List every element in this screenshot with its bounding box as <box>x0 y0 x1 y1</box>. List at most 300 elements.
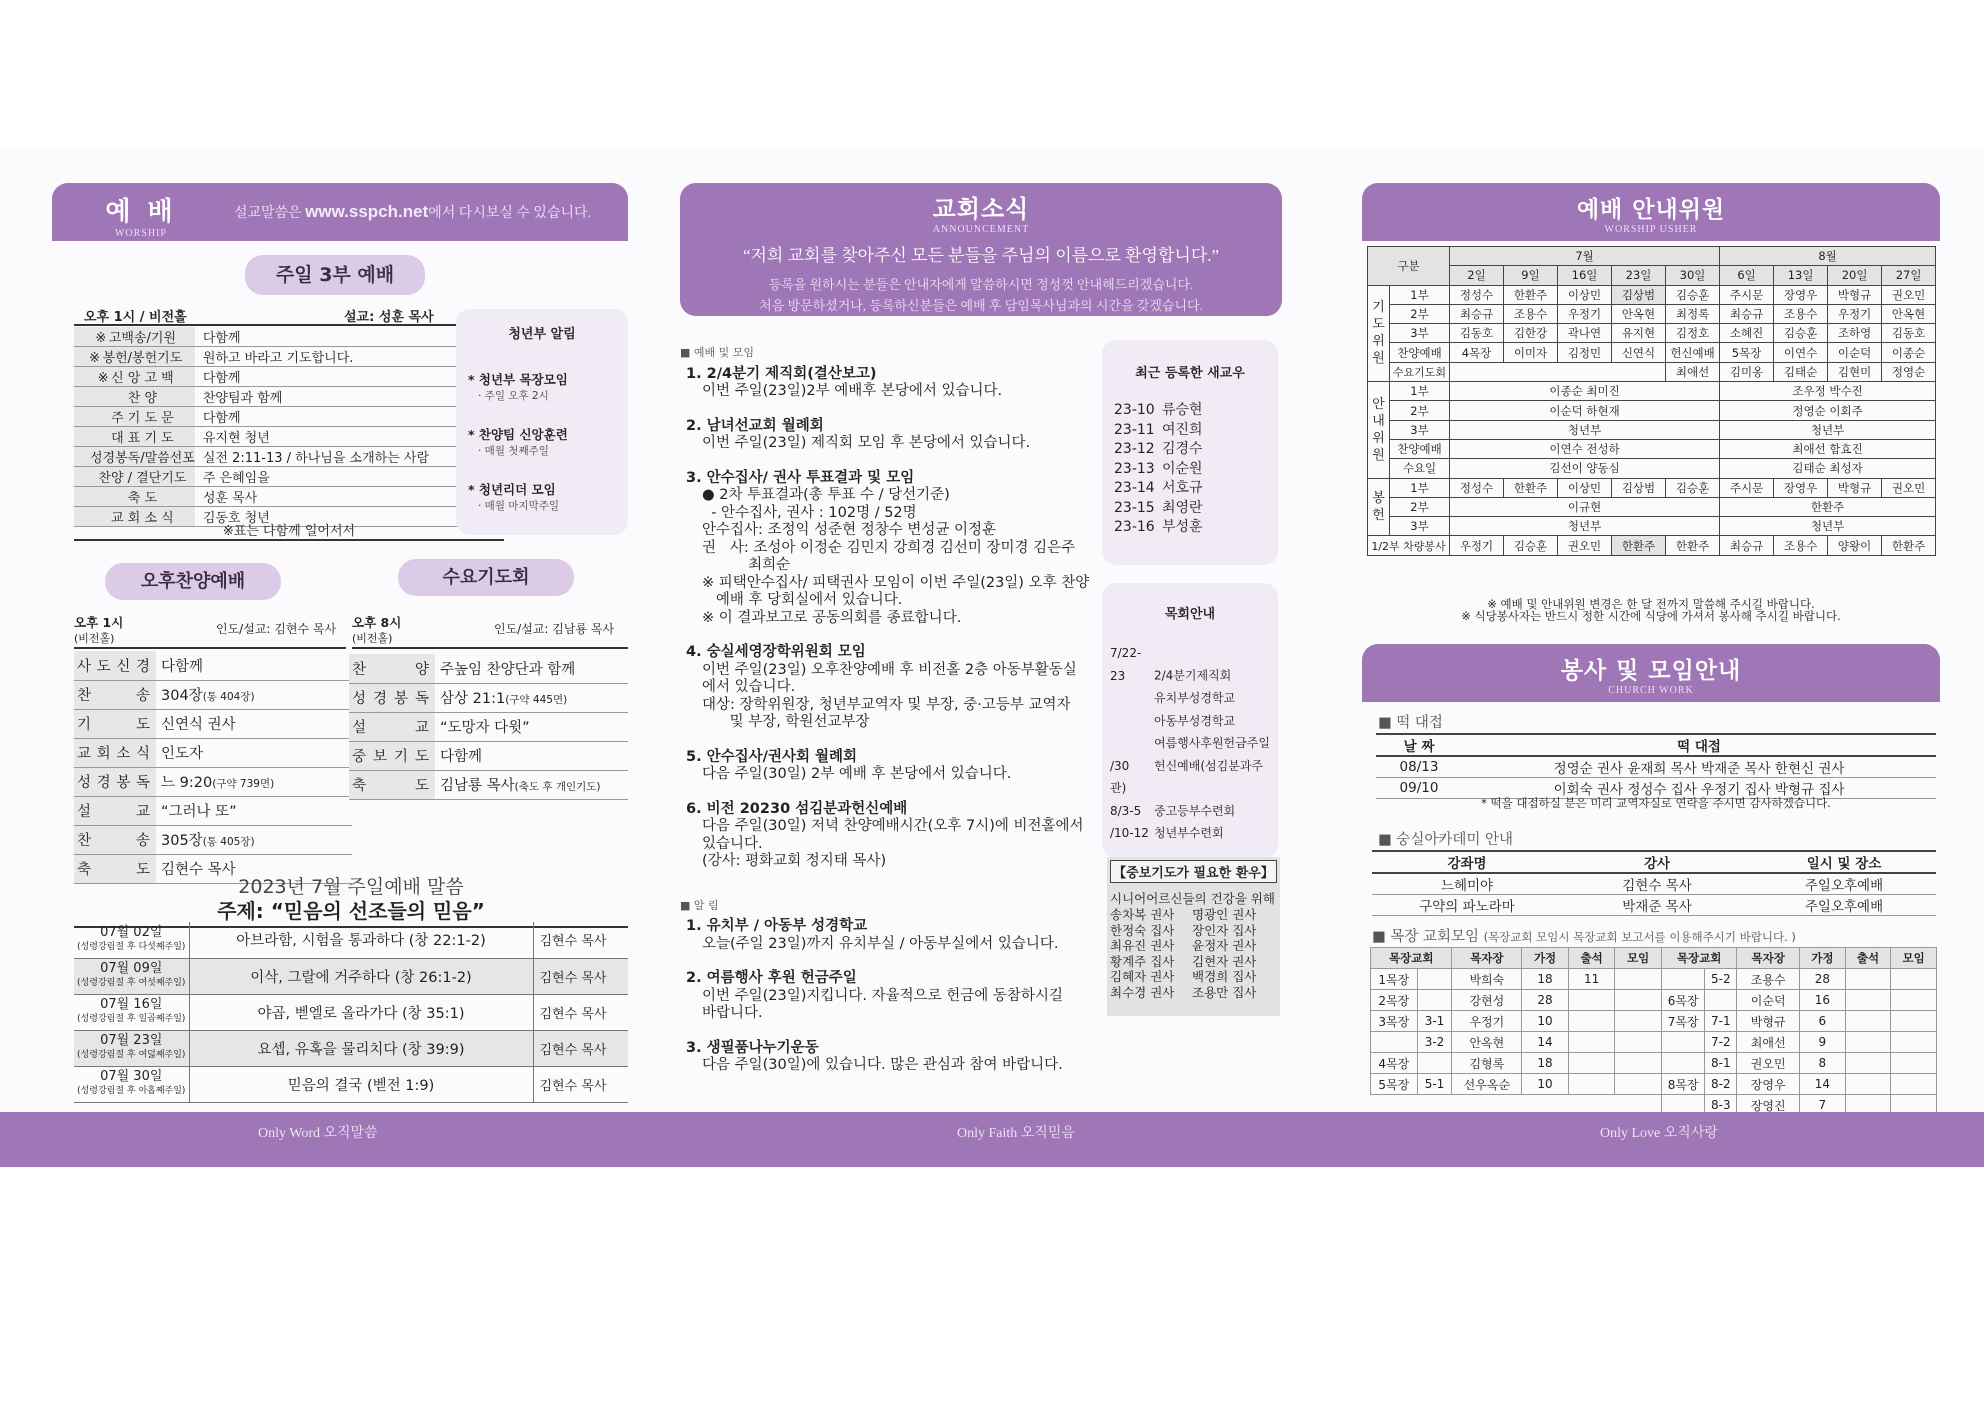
usher-cell: 3부 <box>1390 324 1450 343</box>
mokjang-cell <box>1705 990 1737 1011</box>
sermon-title: 아브라함, 시험을 통과하다 (창 22:1-2) <box>189 922 533 958</box>
announcement-head: 1. 2/4분기 제직회(결산보고) <box>686 365 877 382</box>
youth-item-head: * 청년리더 모임 <box>468 482 556 497</box>
usher-row <box>1368 343 1936 362</box>
youth-item <box>468 425 628 458</box>
pastoral-item <box>1110 687 1278 710</box>
pastoral-item <box>1110 755 1278 800</box>
mokjang-cell: 10 <box>1522 1011 1569 1032</box>
prayer-name: 최유진 권사 <box>1110 938 1175 953</box>
sermon-date: 07월 16일 <box>100 997 163 1012</box>
order-row <box>349 770 628 799</box>
newcomer-no: 23-10 <box>1114 402 1155 418</box>
mokjang-cell <box>1662 1053 1705 1074</box>
announcement-line: 바랍니다. <box>702 1005 763 1021</box>
mokjang-row <box>1662 1074 1937 1095</box>
usher-cell: 구분 <box>1368 247 1450 286</box>
order-key: 교 회 소 식 <box>111 511 174 526</box>
order-label: 찬 양 <box>349 654 435 683</box>
usher-cell: 박형규 <box>1828 478 1882 497</box>
newcomer-name: 여진희 <box>1162 421 1203 438</box>
announcement-line: ※ 이 결과보고로 공동의회를 종료합니다. <box>702 609 962 626</box>
sermon-date: 07월 30일 <box>100 1069 163 1084</box>
prayer-box <box>1107 857 1280 1016</box>
announcement-line: 다음 주일(30일)에 있습니다. 많은 관심과 참여 바랍니다. <box>702 1057 1063 1073</box>
usher-cell: 청년부 <box>1450 420 1720 439</box>
academy-row <box>1372 873 1936 895</box>
order-value: 다함께 <box>195 407 504 427</box>
mokjang-cell <box>1662 1032 1705 1053</box>
newcomer-no: 23-13 <box>1114 460 1155 477</box>
mokjang-cell: 3-1 <box>1417 1011 1452 1032</box>
usher-row <box>1368 439 1936 458</box>
usher-cell: 16일 <box>1558 266 1612 285</box>
mokjang-cell: 8-3 <box>1705 1095 1737 1116</box>
usher-cell: 안옥현 <box>1612 304 1666 323</box>
order-row <box>74 709 352 738</box>
usher-cell: 최애선 함효진 <box>1720 439 1936 458</box>
academy-title: ■ 숭실아카데미 안내 <box>1378 832 1513 848</box>
prayer-intro: 시니어어르신들의 건강을 위해 <box>1110 891 1275 906</box>
announcement-line: 안수집사: 조정익 성준현 정창수 변성균 이정훈 <box>702 522 997 538</box>
pastoral-title: 목회안내 <box>1164 607 1216 622</box>
usher-cell: 1부 <box>1390 382 1450 401</box>
usher-cell: 우정기 <box>1558 304 1612 323</box>
order-row <box>74 427 504 447</box>
usher-cell: 주시문 <box>1720 285 1774 304</box>
order-label <box>74 367 195 387</box>
usher-cell: 찬양예배 <box>1390 439 1450 458</box>
announcement-head: 3. 생필품나누기운동 <box>686 1039 819 1056</box>
newcomers-box <box>1102 340 1278 565</box>
pastoral-item <box>1110 732 1278 755</box>
newcomer-name: 류승현 <box>1162 402 1203 418</box>
pastoral-box <box>1102 583 1278 858</box>
order-label: 설 교 <box>74 796 156 825</box>
announcement-head: 1. 유치부 / 아동부 성경학교 <box>686 918 868 934</box>
mokjang-cell <box>1615 1074 1662 1095</box>
order-value: 실전 2:11-13 / 하나님을 소개하는 사람 <box>195 447 504 467</box>
youth-item <box>468 370 628 403</box>
order-row <box>74 796 352 825</box>
mokjang-cell <box>1417 990 1452 1011</box>
usher-cell: 장영우 <box>1774 478 1828 497</box>
usher-cell: 헌신예배 <box>1666 343 1720 362</box>
mokjang-cell <box>1568 990 1615 1011</box>
announcement-line: 다음 주일(30일) 2부 예배 후 본당에서 있습니다. <box>702 766 1012 782</box>
newcomer <box>1114 518 1278 538</box>
order-value: 다함께 <box>195 367 504 387</box>
newcomer <box>1114 499 1278 519</box>
usher-cell: 김태순 <box>1774 362 1828 381</box>
mokjang-cell: 3목장 <box>1371 1011 1418 1032</box>
service3-preacher: 설교: 성훈 목사 <box>344 310 434 325</box>
youth-item-head: * 찬양팀 신앙훈련 <box>468 427 568 442</box>
order-value: 주높임 찬양단과 함께 <box>435 654 628 683</box>
order-row <box>349 712 628 741</box>
sermon-date: 07월 23일 <box>100 1033 163 1048</box>
sermon-row <box>74 922 628 958</box>
order-row <box>74 738 352 767</box>
usher-cell: 봉헌 <box>1368 478 1390 536</box>
usher-cell: 유지현 <box>1612 324 1666 343</box>
pastoral-text: 여름행사후원헌금주일 <box>1154 736 1270 750</box>
rice-title: ■ 떡 대접 <box>1378 715 1443 731</box>
pastoral-text: 유치부성경학교 <box>1154 691 1236 705</box>
wednesday-title: 수요기도회 <box>398 559 574 596</box>
news-title: 교회소식 <box>932 195 1030 223</box>
mokjang-cell <box>1371 1032 1418 1053</box>
prayer-pair <box>1110 938 1280 954</box>
announcement-head: 2. 남녀선교회 월례회 <box>686 417 824 434</box>
usher-cell: 2부 <box>1390 401 1450 420</box>
sermon-preacher: 김현수 목사 <box>533 994 628 1030</box>
prayer-pair <box>1110 923 1280 939</box>
afternoon-order-table <box>74 651 352 884</box>
order-row <box>74 407 504 427</box>
prayer-pair <box>1110 969 1280 985</box>
worship-subtitle: WORSHIP <box>114 228 167 239</box>
usher-cell: 최정록 <box>1666 304 1720 323</box>
order-row <box>74 367 504 387</box>
mokjang-cell: 5-2 <box>1705 969 1737 990</box>
usher-cell: 4목장 <box>1450 343 1504 362</box>
order-row <box>349 654 628 683</box>
order-label <box>74 487 195 507</box>
mokjang-cell: 이순덕 <box>1737 990 1800 1011</box>
mokjang-cell: 최애선 <box>1737 1032 1800 1053</box>
sermon-row <box>74 1030 628 1066</box>
footer-right: Only Love 오직사랑 <box>1600 1126 1718 1141</box>
order-label: 중 보 기 도 <box>349 741 435 770</box>
order-key: 신 앙 고 백 <box>111 371 174 386</box>
usher-cell: 우정기 <box>1828 304 1882 323</box>
service-banner <box>1362 644 1940 702</box>
mokjang-cell <box>1845 1053 1891 1074</box>
mokjang-row <box>1371 1074 1662 1095</box>
mokjang-cell: 14 <box>1522 1032 1569 1053</box>
usher-cell: 소혜진 <box>1720 324 1774 343</box>
mokjang-row <box>1662 969 1937 990</box>
worship-title: 예 배 <box>105 197 177 227</box>
pastoral-date: /10-12 <box>1110 826 1149 840</box>
order-label: 찬 송 <box>74 825 156 854</box>
newcomer <box>1114 440 1278 460</box>
usher-cell: 김현미 <box>1828 362 1882 381</box>
mokjang-cell: 8 <box>1800 1053 1846 1074</box>
mokjang-cell <box>1568 1053 1615 1074</box>
usher-cell: 1/2부 차량봉사 <box>1368 536 1450 555</box>
service3-title: 주일 3부 예배 <box>245 255 425 295</box>
section-worship-meetings: ■ 예배 및 모임 <box>680 346 755 359</box>
mokjang-cell: 권오민 <box>1737 1053 1800 1074</box>
order-label: 설 교 <box>349 712 435 741</box>
rice-row <box>1376 756 1936 778</box>
stand-mark: ※ <box>97 371 109 386</box>
order-label <box>74 407 195 427</box>
stand-mark: ※ <box>89 351 101 366</box>
usher-cell: 이상민 <box>1558 285 1612 304</box>
usher-cell: 김동호 <box>1882 324 1936 343</box>
announcements <box>680 336 1100 1092</box>
order-label <box>74 327 195 347</box>
prayer-pair <box>1110 907 1280 923</box>
usher-note: ※ 예배 및 안내위원 변경은 한 달 전까지 말씀해 주시길 바랍니다. <box>1487 597 1815 611</box>
usher-cell: 청년부 <box>1450 517 1720 536</box>
mokjang-row <box>1371 990 1662 1011</box>
youth-notice-title: 청년부 알림 <box>508 327 576 342</box>
usher-cell: 김승훈 <box>1774 324 1828 343</box>
usher-cell: 우정기 <box>1450 536 1504 555</box>
usher-cell: 조우정 박수진 <box>1720 382 1936 401</box>
usher-cell: 안내위원 <box>1368 382 1390 478</box>
announcement-item <box>680 749 1100 784</box>
order-value: 느 9:20(구약 739면) <box>156 767 352 796</box>
worship-banner <box>52 183 628 241</box>
order-key: 대 표 기 도 <box>111 431 174 446</box>
prayer-name: 윤정자 권사 <box>1192 938 1257 953</box>
order-row <box>74 680 352 709</box>
mokjang-cell: 28 <box>1522 990 1569 1011</box>
wednesday-order-table <box>349 654 628 800</box>
mokjang-cell: 10 <box>1522 1074 1569 1095</box>
sermon-preacher: 김현수 목사 <box>533 1066 628 1102</box>
usher-cell: 27일 <box>1882 266 1936 285</box>
order-value: 다함께 <box>195 327 504 347</box>
mokjang-head: 가정 <box>1800 948 1846 969</box>
newcomer-no: 23-11 <box>1114 421 1155 438</box>
usher-title: 예배 안내위원 <box>1576 197 1726 223</box>
mokjang-cell <box>1845 1032 1891 1053</box>
prayer-name: 명광인 권사 <box>1192 907 1257 922</box>
sermon-note: (성령강림절 후 여덟째주일) <box>77 1050 186 1060</box>
sermon-date-cell <box>74 994 189 1030</box>
usher-cell: 한환주 <box>1612 536 1666 555</box>
sermon-title: 이삭, 그랄에 거주하다 (창 26:1-2) <box>189 958 533 994</box>
usher-cell: 안옥현 <box>1882 304 1936 323</box>
mokjang-cell: 3-2 <box>1417 1032 1452 1053</box>
order-value: 신연식 권사 <box>156 709 352 738</box>
usher-cell: 김선이 양동심 <box>1450 459 1720 478</box>
usher-cell: 23일 <box>1612 266 1666 285</box>
usher-cell: 권오민 <box>1558 536 1612 555</box>
usher-cell: 곽나연 <box>1558 324 1612 343</box>
mokjang-cell: 7 <box>1800 1095 1846 1116</box>
order-value: 304장(통 404장) <box>156 680 352 709</box>
website-link[interactable]: www.sspch.net <box>305 202 429 221</box>
mokjang-cell <box>1845 990 1891 1011</box>
newcomer-name: 이순원 <box>1162 460 1203 477</box>
newcomer <box>1114 421 1278 441</box>
newcomer-name: 서호규 <box>1162 480 1203 496</box>
mokjang-cell <box>1615 1053 1662 1074</box>
academy-time-place: 주일오후예배 <box>1752 873 1936 895</box>
order-label: 성 경 봉 독 <box>74 767 156 796</box>
usher-cell: 김승훈 <box>1666 285 1720 304</box>
mokjang-cell: 6목장 <box>1662 990 1705 1011</box>
usher-row <box>1368 401 1936 420</box>
order-label: 찬 송 <box>74 680 156 709</box>
mokjang-cell: 조용수 <box>1737 969 1800 990</box>
mokjang-row <box>1662 1011 1937 1032</box>
announcement-line: 권 사: 조성아 이정순 김민지 강희경 김선미 장미경 김은주 <box>702 539 1076 556</box>
mokjang-cell <box>1845 969 1891 990</box>
order-row <box>349 741 628 770</box>
usher-cell: 김한강 <box>1504 324 1558 343</box>
usher-cell: 이연수 전성하 <box>1450 439 1720 458</box>
pastoral-item <box>1110 710 1278 733</box>
usher-cell: 장영우 <box>1774 285 1828 304</box>
announcement-line: ● 2차 투표결과(총 투표 수 / 당선기준) <box>702 487 950 503</box>
mokjang-cell: 5목장 <box>1371 1074 1418 1095</box>
mokjang-cell: 28 <box>1800 969 1846 990</box>
order-label: 축 도 <box>74 854 156 883</box>
announcement-line: 예배 후 당회실에서 있습니다. <box>702 592 903 608</box>
order-label: 교 회 소 식 <box>74 738 156 767</box>
order-row <box>74 487 504 507</box>
mokjang-cell <box>1845 1074 1891 1095</box>
usher-row <box>1368 285 1936 304</box>
sermon-date: 07월 09일 <box>100 961 163 976</box>
announcement-line: 이번 주일(23일) 오후찬양예배 후 비전홀 2층 아동부활동실 <box>702 661 1077 678</box>
usher-cell: 찬양예배 <box>1390 343 1450 362</box>
prayer-name: 황계주 집사 <box>1110 953 1175 969</box>
order-value: 찬양팀과 함께 <box>195 387 504 407</box>
mokjang-cell <box>1662 969 1705 990</box>
usher-cell: 20일 <box>1828 266 1882 285</box>
prayer-name: 최수경 권사 <box>1110 984 1175 1000</box>
order-value: “도망자 다윗” <box>435 712 628 741</box>
mokjang-head: 목자장 <box>1452 948 1522 969</box>
usher-cell: 2부 <box>1390 304 1450 323</box>
newcomer-no: 23-16 <box>1114 519 1155 535</box>
mokjang-cell: 1목장 <box>1371 969 1418 990</box>
mokjang-cell: 8-2 <box>1705 1074 1737 1095</box>
sermon-preacher: 김현수 목사 <box>533 922 628 958</box>
afternoon-title: 오후찬양예배 <box>105 563 281 600</box>
usher-panel <box>1362 183 1940 1113</box>
usher-cell: 1부 <box>1390 478 1450 497</box>
usher-cell: 정성수 <box>1450 285 1504 304</box>
usher-cell: 김승훈 <box>1666 478 1720 497</box>
mokjang-cell <box>1891 969 1937 990</box>
order-label <box>74 347 195 367</box>
order-value: 유지현 청년 <box>195 427 504 447</box>
usher-cell: 양왕이 <box>1828 536 1882 555</box>
sermon-date-cell <box>74 922 189 958</box>
announcement-head: 4. 숭실세영장학위원회 모임 <box>686 644 866 660</box>
sermons-theme: 주제: “믿음의 선조들의 믿음” <box>74 895 628 928</box>
announcement-line: 대상: 장학위원장, 청년부교역자 및 부장, 중·고등부 교역자 <box>702 696 1071 713</box>
usher-cell: 한환주 <box>1882 536 1936 555</box>
welcome-note-2: 처음 방문하셨거나, 등록하신분들은 예배 후 담임목사님과의 시간을 갖겠습니다. <box>759 298 1203 313</box>
usher-cell: 주시문 <box>1720 478 1774 497</box>
academy-course: 구약의 파노라마 <box>1372 895 1562 916</box>
prayer-pair <box>1110 985 1280 1001</box>
academy-table: 강좌명 강사 일시 및 장소 느헤미야 김현수 목사 주일오후예배 구약의 파노라마 박재준 목사 주일오후예배 <box>1372 850 1936 916</box>
usher-cell: 조용수 <box>1504 304 1558 323</box>
usher-cell: 1부 <box>1390 285 1450 304</box>
mokjang-head: 출석 <box>1568 948 1615 969</box>
usher-cell: 이규현 <box>1450 497 1720 516</box>
rice-servers: 정영순 권사 윤재희 목사 박재준 목사 한현신 권사 <box>1462 756 1936 778</box>
mokjang-table-left <box>1370 947 1662 1095</box>
order-key: 축 도 <box>127 491 158 506</box>
mokjang-cell <box>1891 990 1937 1011</box>
mokjang-cell: 안옥현 <box>1452 1032 1522 1053</box>
announcement-item <box>680 366 1100 401</box>
mokjang-cell <box>1568 1011 1615 1032</box>
pastoral-date: /30 <box>1110 758 1130 773</box>
sermon-note: (성령강림절 후 다섯째주일) <box>77 941 186 952</box>
pastoral-item <box>1110 642 1278 687</box>
sermons-title: 2023년 7월 주일예배 말씀 <box>238 876 464 898</box>
usher-cell: 3부 <box>1390 517 1450 536</box>
usher-cell: 최애선 <box>1666 362 1720 381</box>
usher-table <box>1367 246 1936 556</box>
mokjang-row <box>1371 1032 1662 1053</box>
announcement-line: 이번 주일(23일) 제직회 모임 후 본당에서 있습니다. <box>702 435 1031 451</box>
sermon-title: 야곱, 벧엘로 올라가다 (창 35:1) <box>189 994 533 1030</box>
youth-item <box>468 480 628 513</box>
announcement-line: 최희순 <box>702 557 791 573</box>
newcomer-name: 최영란 <box>1162 499 1203 516</box>
usher-cell: 이연수 <box>1774 343 1828 362</box>
usher-row <box>1368 536 1936 555</box>
news-subtitle: ANNOUNCEMENT <box>932 224 1030 235</box>
sermon-date: 07월 02일 <box>100 924 163 940</box>
mokjang-cell <box>1615 1032 1662 1053</box>
service-title: 봉사 및 모임안내 <box>1560 658 1742 684</box>
usher-cell: 수요일 <box>1390 459 1450 478</box>
mokjang-cell: 김형록 <box>1452 1053 1522 1074</box>
youth-item-sub: · 매월 첫째주일 <box>478 445 549 457</box>
usher-cell: 최승규 <box>1720 304 1774 323</box>
order-key: 찬 양 <box>127 391 158 406</box>
order-label: 성 경 봉 독 <box>349 683 435 712</box>
usher-cell: 수요기도회 <box>1390 362 1450 381</box>
announcement-line: (강사: 평화교회 정지태 목사) <box>702 853 887 869</box>
usher-row <box>1368 459 1936 478</box>
order-value: “그러나 또” <box>156 796 352 825</box>
order-row <box>74 825 352 854</box>
sermon-title: 믿음의 결국 (벧전 1:9) <box>189 1066 533 1102</box>
usher-cell: 박형규 <box>1828 285 1882 304</box>
prayer-name: 김현자 권사 <box>1192 953 1257 969</box>
usher-cell: 정영순 <box>1882 362 1936 381</box>
order-value: 성훈 목사 <box>195 487 504 507</box>
news-banner <box>680 183 1282 316</box>
footer-left: Only Word 오직말씀 <box>258 1126 378 1141</box>
youth-item-sub: · 매월 마지막주일 <box>478 500 560 512</box>
sermons-table <box>74 922 628 1103</box>
newcomer <box>1114 401 1278 421</box>
usher-cell: 김승훈 <box>1504 536 1558 555</box>
mokjang-head-row <box>1662 948 1937 969</box>
announcement-head: 2. 여름행사 후원 헌금주일 <box>686 970 857 986</box>
mokjang-cell: 6 <box>1800 1011 1846 1032</box>
mokjang-head: 목장교회 <box>1662 948 1737 969</box>
announcement-line: 있습니다. <box>702 835 763 852</box>
mokjang-row <box>1371 1053 1662 1074</box>
usher-cell: 3부 <box>1390 420 1450 439</box>
prayer-title: 【중보기도가 필요한 환우】 <box>1110 860 1277 883</box>
mokjang-cell: 박희숙 <box>1452 969 1522 990</box>
order-row <box>74 447 504 467</box>
sermon-web-note: 설교말씀은 www.sspch.net에서 다시보실 수 있습니다. <box>234 202 592 221</box>
academy-time-place: 주일오후예배 <box>1752 895 1936 916</box>
sermon-preacher: 김현수 목사 <box>533 1030 628 1066</box>
